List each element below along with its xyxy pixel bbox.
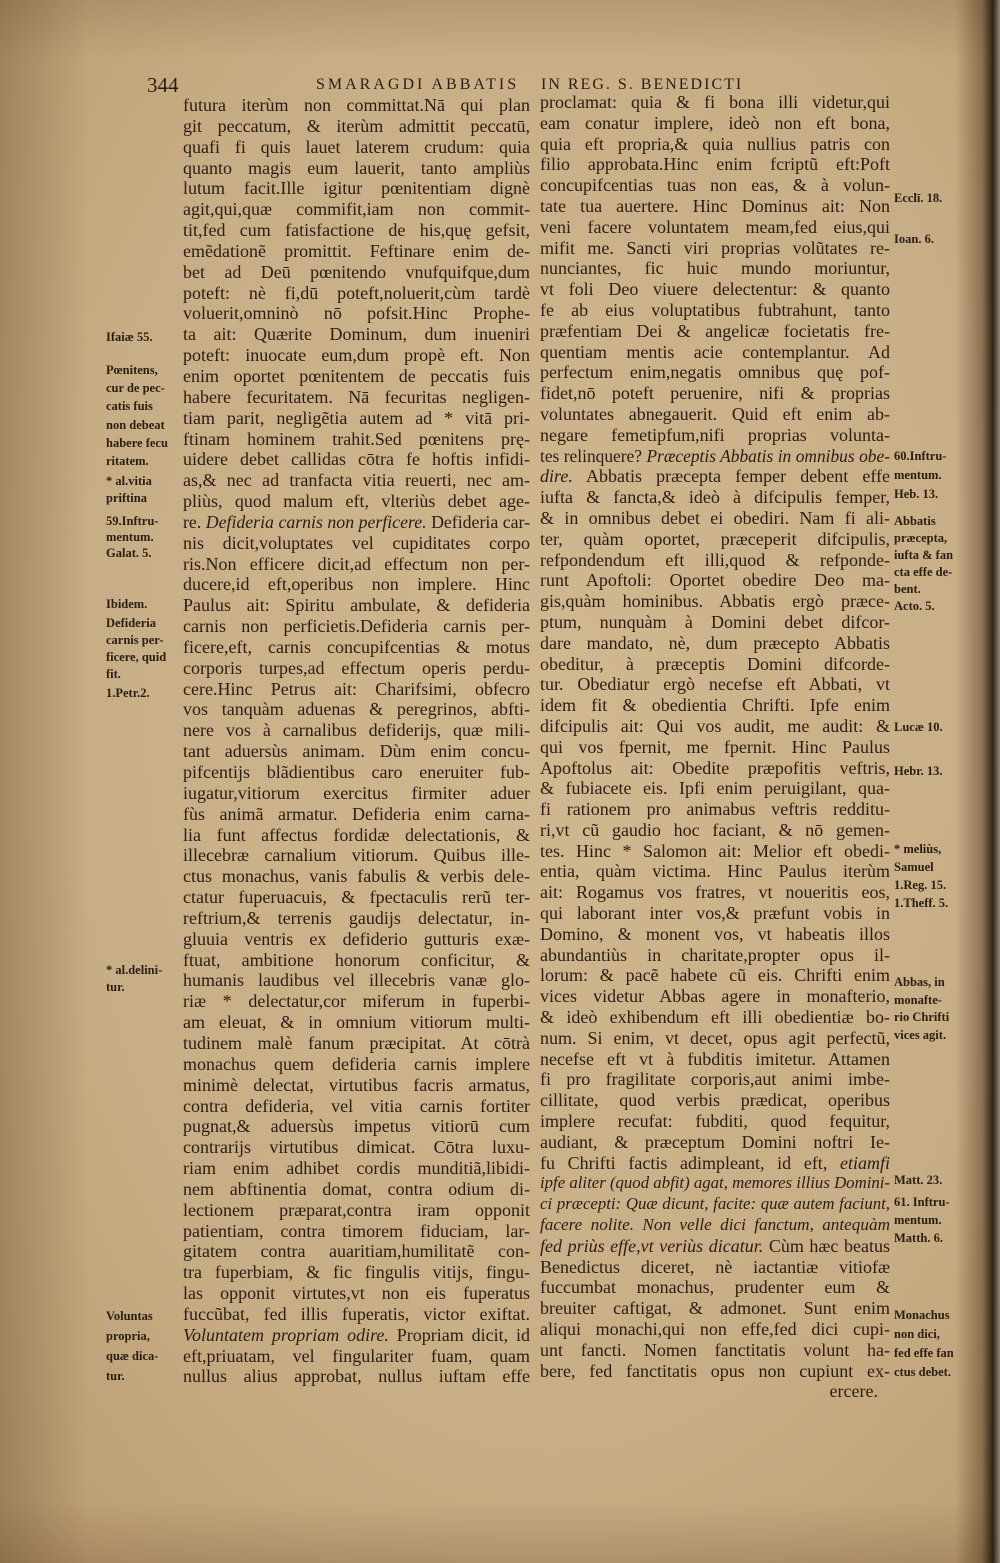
text-line: lutum facit.Ille igitur pœnitentiam dignè: [183, 178, 530, 199]
italic-text: Præceptis Abbatis in omnibus obe-: [646, 445, 890, 466]
margin-note-line: tur.: [106, 1369, 125, 1383]
text-line: emẽdationẽ promittit. Feftinare enim de-: [183, 240, 530, 261]
text-line: contrarijs virtutibus dimicat. Cōtra luxu-: [183, 1137, 530, 1158]
text-line: Paulus ait: Spiritu ambulate, & defideria: [183, 595, 530, 616]
margin-note: [894, 447, 988, 504]
text-line: bet ad Deū pœnitendo vnufquifque,dum: [183, 261, 530, 282]
margin-note: [106, 962, 182, 996]
margin-note-line: mentum.: [894, 468, 942, 482]
text-line: patientiam, contra timorem fiduciam, lar-: [183, 1220, 530, 1241]
margin-note-line: mentum.: [894, 1213, 942, 1227]
text-line: [183, 512, 530, 533]
text-line: fi pro fragilitate corporis,aut animi imbe-: [540, 1069, 890, 1090]
margin-note-line: 1.Reg. 15.: [894, 878, 947, 892]
text-line: [540, 466, 890, 487]
text-line: nunciantes, fic huic mundo moriuntur,: [540, 258, 890, 279]
text-line: abundantiùs in charitate,propter opus il-: [540, 944, 890, 965]
text-line: pliùs, quod malum eft, vlteriùs debet age-: [183, 491, 530, 512]
margin-note-line: Lucæ 10.: [894, 720, 943, 734]
text-line: ducere,id eft,operibus non implere. Hinc: [183, 574, 530, 595]
text-line: aliqui monachi,qui non effe,fed dici cupi-: [540, 1319, 890, 1340]
text-line: runt Apoftoli: Oportet obedire Deo ma-: [540, 570, 890, 591]
text-line: ftuat, ambitione honorum conficitur, &: [183, 949, 530, 970]
text-line: futura iterùm non committat.Nā qui plan: [183, 95, 530, 115]
text-line: difcipulis ait: Qui vos audit, me audit: &: [540, 715, 890, 736]
text-line: entia, quàm victima. Hinc Paulus iterùm: [540, 861, 890, 882]
margin-note-line: Ibidem.: [106, 597, 148, 611]
margin-note: [894, 1193, 988, 1247]
italic-text: facere nolite. Non velle dici fanctum, antequàm: [540, 1215, 890, 1235]
text-line: minimè delectat, virtutibus facris armatus,: [183, 1074, 530, 1095]
margin-note-line: Abbas, in: [894, 975, 945, 989]
text-line: eam conatur implere, ideò non eft bona,: [540, 112, 890, 133]
text-line: unt fancti. Nomen fanctitatis volunt ha-: [540, 1339, 890, 1360]
text-line: ftinam hominem trahit.Sed pœnitens prę-: [183, 428, 530, 449]
italic-text: Voluntatem propriam odire.: [183, 1324, 389, 1345]
text-line: [540, 446, 890, 467]
text-line: vt foli Deo viuere delectentur: & quanto: [540, 279, 890, 300]
text-line: habere fecuritatem. Nā fecuritas negligen-: [183, 386, 530, 407]
text-line: concupifcentias tuas non eas, & à volun-: [540, 175, 890, 196]
text-line: nem abftinentia domat, contra odium di-: [183, 1178, 530, 1199]
text-line: monachus quem defideria carnis implere: [183, 1053, 530, 1074]
margin-note-line: ritatem.: [106, 454, 149, 469]
text-line: obeditur, à præceptis Domini difcorde-: [540, 653, 890, 674]
text-line: & fubiacete eis. Ipfi enim peruigilant, qua-: [540, 778, 890, 799]
text-line: riæ * delectatur,cor miferum in fuperbi-: [183, 991, 530, 1012]
margin-note-line: Galat. 5.: [106, 546, 152, 560]
text-line: gis,quàm hominibus. Abbatis ergò præce-: [540, 591, 890, 612]
text-line: nullus alius approbat, nullus iuftam effe: [183, 1366, 530, 1387]
text-line: filio approbata.Hinc enim fcriptũ eft:Poft: [540, 154, 890, 175]
text-line: [540, 1236, 890, 1257]
margin-note: [106, 1306, 182, 1386]
italic-text: ipfe aliter (quod abfit) agat, memores illius Domini-: [540, 1173, 890, 1193]
italic-text: dire.: [540, 466, 573, 487]
margin-note-line: Heb. 13.: [894, 487, 939, 501]
margin-note-line: 1.Petr.2.: [106, 686, 150, 700]
text-line: num. Si enim, vt decet, opus agit perfectũ,: [540, 1027, 890, 1048]
text-line: iugatur,vitiorum exercitus firmiter aduer: [183, 782, 530, 803]
text-line: vos tanquàm aduenas & peregrinos, abfti-: [183, 699, 530, 720]
text-line: poteft: inuocate eum,dum propè eft. Non: [183, 345, 530, 366]
roman-text: Cùm hæc beatus: [763, 1235, 890, 1256]
margin-note: [894, 231, 988, 248]
text-line: quia eft propria,& quia nullius patris con: [540, 133, 890, 154]
text-line: gluuia ventris ex defiderio gutturis exæ-: [183, 928, 530, 949]
text-line: pugnat,& aduersùs impetus vitiorū cum: [183, 1116, 530, 1137]
text-line: [540, 1194, 890, 1215]
page-number: 344: [147, 73, 179, 97]
text-line: contra defideria, vel vitia carnis fortiter: [183, 1095, 530, 1116]
text-line: pifcentijs blãdientibus caro eneruiter fub-: [183, 762, 530, 782]
margin-note-line: Pœnitens,: [106, 363, 158, 377]
text-line: breuiter caftigat, & admonet. Sunt enim: [540, 1298, 890, 1319]
margin-note-line: iufta & fan: [894, 548, 954, 562]
text-line: ait: Rogamus vos fratres, vt noueritis eos,: [540, 882, 890, 903]
text-line: [183, 1325, 530, 1346]
margin-note: [894, 719, 988, 736]
text-line: tiam parit, negligẽtia autem ad * vitā pri-: [183, 407, 530, 428]
text-line: [540, 1215, 890, 1236]
margin-note-line: cta effe de-: [894, 565, 953, 579]
margin-note-line: * meliùs,: [894, 842, 942, 856]
text-line: [540, 1173, 890, 1194]
text-line: & ideò exhibendum eft illi obedientiæ bo-: [540, 1007, 890, 1028]
margin-note-line: Samuel: [894, 860, 934, 874]
margin-note-line: ficere, quid: [106, 650, 167, 664]
text-line: ter, quàm oportet, præceperit difcipulis,: [540, 528, 890, 549]
text-line: fuccumbat monachus, prudenter eum &: [540, 1277, 890, 1298]
margin-note-line: Voluntas: [106, 1309, 153, 1323]
margin-note-line: * al.delini-: [106, 963, 163, 977]
text-line: fe ab eius voluptatibus fubtrahunt, tanto: [540, 299, 890, 320]
margin-note: [894, 1306, 988, 1382]
margin-note-line: non debeat: [106, 417, 165, 432]
running-head-left: SMARAGDI ABBATIS: [316, 76, 520, 93]
text-line: git peccatum, & iterùm admittit peccatū,: [183, 115, 530, 136]
text-line: ctus monachus, vanis fabulis & verbis dele-: [183, 866, 530, 887]
margin-note-line: præcepta,: [894, 531, 948, 545]
text-line: necefse eft vt à fubditis imitetur. Attamen: [540, 1048, 890, 1069]
text-line: quafi fi quis lauet laterem crudum: quia: [183, 136, 530, 157]
text-line: gitatem contra auaritiam,humilitatẽ con-: [183, 1241, 530, 1262]
text-line: ctatur fuperuacuis, & fpectaculis rerũ ter-: [183, 887, 530, 908]
italic-text: ci præcepti: Quæ dicunt, facite: quæ autem faciunt,: [540, 1194, 890, 1214]
text-line: fidet,nō poteft peruenire, nifi & proprias: [540, 383, 890, 404]
text-line: cere.Hinc Petrus ait: Charifsimi, obfecro: [183, 678, 530, 699]
italic-text: etiamfi: [840, 1152, 890, 1173]
text-line: ficere,eft, carnis concupifcentias & motus: [183, 636, 530, 657]
text-line: implere recufat: fubditi, quod fequitur,: [540, 1111, 890, 1132]
text-line: bere, fed fanctitatis opus non cupiunt ex-: [540, 1360, 890, 1381]
text-line: audiant, & præceptum Domini noftri Ie-: [540, 1131, 890, 1152]
text-line: eft,priuatam, vel fingulariter fuam, quam: [183, 1345, 530, 1366]
margin-note: [894, 513, 988, 598]
margin-note-line: priftina: [106, 491, 147, 505]
roman-text: Defideria car-: [426, 511, 530, 532]
margin-note-line: monafte-: [894, 992, 942, 1007]
text-line: ta ait: Quærite Dominum, dum inueniri: [183, 324, 530, 345]
text-line: refpondendum eft illi,quod & refponde-: [540, 549, 890, 570]
margin-note-line: Monachus: [894, 1308, 950, 1322]
text-line: qui vos fpernit, me fpernit. Hinc Paulus: [540, 736, 890, 757]
text-line: uidere debet callidas cōtra fe hoftis infidi-: [183, 449, 530, 470]
text-line: perfectum enim,negatis omnibus quę pof-: [540, 362, 890, 383]
text-line: tra fuperbiam, & fic fingulis vitijs, fingu-: [183, 1262, 530, 1283]
text-line: tant aduersùs animam. Dùm enim concu-: [183, 741, 530, 762]
text-line: veni facere voluntatem meam,fed eius,qui: [540, 216, 890, 237]
text-line: Benedictus diceret, nè iactantiæ vitiofæ: [540, 1256, 890, 1277]
margin-note-line: ctus debet.: [894, 1365, 951, 1379]
margin-note-line: catis fuis: [106, 399, 153, 414]
margin-note-line: tur.: [106, 980, 125, 994]
text-line: lia funt affectus fordidæ delectationis, &: [183, 824, 530, 845]
margin-note-line: non dici,: [894, 1327, 940, 1341]
text-line: am eleuat, & in omnium vitiorum multi-: [183, 1012, 530, 1033]
margin-note: [106, 329, 182, 346]
text-line: nere vos à carnalibus defiderijs, quæ mili-: [183, 720, 530, 741]
text-line: ris.Non efficere dicit,ad effectum non per-: [183, 553, 530, 574]
text-line: tur. Obediatur ergò necefse eft Abbati, vt: [540, 674, 890, 695]
text-line: proclamat: quia & fi bona illi videtur,qui: [540, 92, 890, 112]
text-line: as,& nec ad tranfacta vitia reuerti, nec am-: [183, 470, 530, 491]
text-line: las opponit virtutes,vt non eis fuperatus: [183, 1283, 530, 1304]
margin-note-line: habere fecu: [106, 435, 168, 450]
roman-text: Propriam dicit, id: [388, 1324, 530, 1345]
text-line: Apoftolus ait: Obedite præpofitis veftris,: [540, 757, 890, 778]
text-line: dare mandato, nè, dum præcepto Abbatis: [540, 632, 890, 653]
text-line: ptum, nunquàm à Domini debet difcor-: [540, 611, 890, 632]
text-line: vices videtur Abbas agere in monafterio,: [540, 986, 890, 1007]
text-line: humanis laudibus vel illecebris vanæ glo-: [183, 970, 530, 991]
roman-text: Abbatis præcepta femper debent effe: [572, 466, 890, 487]
text-line: negare femetipfum,nifi proprias volunta-: [540, 424, 890, 445]
italic-text: Defideria carnis non perficere.: [205, 511, 427, 532]
margin-note: [894, 974, 988, 1044]
margin-note-line: bent.: [894, 582, 921, 596]
right-text-column: [540, 92, 890, 1402]
text-line: [540, 1153, 890, 1174]
text-line: riam enim adhibet cordis munditiã,libidi-: [183, 1158, 530, 1179]
text-line: quanto magis eum lauerit, tanto ampliùs: [183, 157, 530, 178]
margin-note-line: propria,: [106, 1329, 150, 1343]
text-line: illecebræ carnalium vitiorum. Quibus ille-: [183, 845, 530, 866]
text-line: agit,qui,quæ commifit,iam non commit-: [183, 199, 530, 220]
margin-note: [894, 763, 988, 780]
text-line: fuccũbat, fed illis fuperatis, victor exiftat.: [183, 1303, 530, 1324]
margin-note-line: 60.Inftru-: [894, 449, 947, 463]
margin-note-line: Ioan. 6.: [894, 232, 934, 246]
margin-note-line: rio Chrifti: [894, 1010, 950, 1024]
text-line: fùs animã armatur. Defideria enim carna-: [183, 803, 530, 824]
margin-note-line: * al.vitia: [106, 474, 152, 488]
text-line: quentiam mentis acie contemplantur. Ad: [540, 341, 890, 362]
italic-text: fed priùs effe,vt veriùs dicatur.: [540, 1235, 764, 1256]
text-line: & in omnibus debet ei obediri. Nam fi ali-: [540, 507, 890, 528]
margin-note-line: Acto. 5.: [894, 599, 935, 613]
text-line: idem fit & obedientia Chrifti. Ipfe enim: [540, 695, 890, 716]
margin-note: [106, 596, 182, 613]
margin-note-line: Matth. 6.: [894, 1231, 943, 1245]
text-line: lectionem præparat,contra iram opponit: [183, 1199, 530, 1220]
roman-text: tes relinquere?: [540, 445, 647, 466]
running-head-right: IN REG. S. BENEDICTI: [541, 76, 744, 93]
text-line: enim oportet pœnitentem de peccatis fuis: [183, 365, 530, 386]
margin-note: [106, 473, 182, 507]
margin-note: [106, 513, 182, 561]
margin-note: [106, 615, 182, 683]
margin-note-line: 61. Inftru-: [894, 1195, 950, 1209]
margin-note-line: carnis per-: [106, 633, 164, 647]
margin-note-line: vices agit.: [894, 1027, 947, 1042]
margin-note-line: mentum.: [106, 530, 154, 544]
margin-note-line: 59.Inftru-: [106, 514, 159, 528]
text-line: tit,fed cum fatisfactione de his,quę gefsit,: [183, 220, 530, 241]
text-line: cillitate, quod verbis prædicat, operibus: [540, 1090, 890, 1111]
margin-note-line: Ecclī. 18.: [894, 191, 943, 205]
text-line: Domino, & monent vos, vt habeatis illos: [540, 923, 890, 944]
margin-note-line: Ifaiæ 55.: [106, 330, 153, 344]
text-line: iufta & fancta,& ideò à difcipulis femper,: [540, 487, 890, 508]
margin-note: [894, 1172, 988, 1189]
text-line: qui laborant inter vos,& præfunt vobis in: [540, 903, 890, 924]
text-line: lorum: & pacẽ habete cũ eis. Chrifti enim: [540, 965, 890, 986]
margin-note: [106, 361, 182, 470]
text-line: fi rationem pro animabus veftris redditu-: [540, 799, 890, 820]
margin-note-line: fed effe fan: [894, 1346, 954, 1360]
text-line: reftrium,& terrenis gaudijs delectatur, in-: [183, 907, 530, 928]
margin-note: [894, 598, 988, 615]
roman-text: fu Chrifti factis adimpleant, id eft,: [540, 1152, 840, 1173]
margin-note-line: fit.: [106, 667, 121, 681]
text-line: tate tua auertere. Hinc Dominus ait: Non: [540, 195, 890, 216]
text-line: tudinem malè fanum præcipitat. At cōtrà: [183, 1032, 530, 1053]
margin-note-line: cur de pec-: [106, 381, 165, 396]
margin-note-line: Matt. 23.: [894, 1173, 943, 1187]
margin-note-line: Abbatis: [894, 514, 936, 528]
margin-note: [894, 840, 988, 912]
margin-note-line: Defideria: [106, 616, 156, 630]
margin-note-line: 1.Theff. 5.: [894, 896, 949, 910]
text-line: carnis non perficietis.Defideria carnis per-: [183, 616, 530, 637]
roman-text: re.: [183, 511, 206, 532]
margin-note: [106, 685, 182, 702]
text-line: præfentiam Dei & angelicæ focietatis fre-: [540, 320, 890, 341]
left-text-column: [183, 95, 530, 1387]
text-line: voluntates abnegauerit. Quid eft enim ab-: [540, 403, 890, 424]
text-line: ercere.: [829, 1381, 878, 1402]
text-line: poteft: nè fi,dū poteft,noluerit,cùm tardè: [183, 282, 530, 303]
text-line: ri,vt cũ gaudio hoc faciant, & nō gemen-: [540, 819, 890, 840]
margin-note-line: Hebr. 13.: [894, 764, 943, 778]
margin-note: [894, 190, 988, 207]
text-line: tes. Hinc * Salomon ait: Melior eft obedi-: [540, 840, 890, 861]
text-line: mifit me. Sancti viri proprias volũtates re-: [540, 237, 890, 258]
text-line: corporis turpes,ad effectum operis perdu-: [183, 657, 530, 678]
margin-note-line: quæ dica-: [106, 1349, 159, 1363]
text-line: nis dicit,voluptates vel cupiditates corpo: [183, 532, 530, 553]
text-line: voluerit,omninò nō pofsit.Hinc Prophe-: [183, 303, 530, 324]
